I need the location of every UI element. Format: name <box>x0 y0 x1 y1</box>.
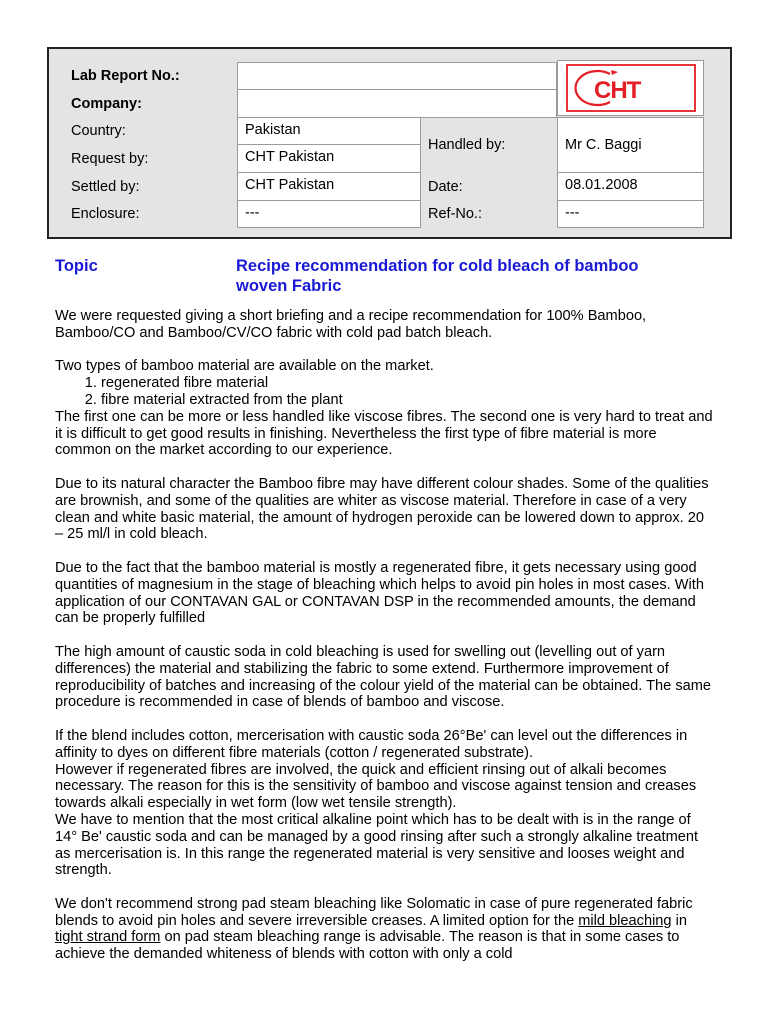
request-by-label: Request by: <box>71 151 149 167</box>
topic-title-line2: woven Fabric <box>236 277 342 295</box>
settled-by-label: Settled by: <box>71 179 140 195</box>
lab-report-label: Lab Report No.: <box>71 68 180 84</box>
date-field[interactable]: 08.01.2008 <box>557 172 704 201</box>
topic-title <box>236 256 638 296</box>
country-field[interactable]: Pakistan <box>237 117 421 145</box>
topic-title-line1: Recipe recommendation for cold bleach of bamboo <box>236 257 639 275</box>
company-label: Company: <box>71 96 142 112</box>
paragraph-types-detail: The first one can be more or less handled like viscose fibres. The second one is very hard to treat and it is difficult to get good results in finishing. Nevertheless the first type of fibre material is more common on the market according to our experience. <box>55 408 713 459</box>
handled-by-field[interactable]: Mr C. Baggi <box>557 117 704 173</box>
pad-steam-text-a: We don't recommend strong pad steam bleaching like Solomatic in case of pure regenerated fabric blends to avoid pin holes and severe irreversible creases. A limited option for the <box>55 895 693 929</box>
list-item: 2. fibre material extracted from the plant <box>101 392 715 409</box>
paragraph-mercerisation: If the blend includes cotton, mercerisation with caustic soda 26°Be' can level out the differences in affinity to dyes on different fibre materials (cotton / regenerated substrate). <box>55 727 688 761</box>
paragraph-intro: We were requested giving a short briefing and a recipe recommendation for 100% Bamboo, Bamboo/CO and Bamboo/CV/CO fabric with cold pad batch bleach. <box>55 308 647 341</box>
pad-steam-text-c: on pad steam bleaching range is advisable. The reason is that in some cases to achieve the demanded whiteness of blends with cotton with only a cold <box>55 929 680 963</box>
mild-bleaching-underline: mild bleaching <box>578 912 672 929</box>
report-body <box>55 308 715 980</box>
cht-logo <box>557 60 704 116</box>
enclosure-label: Enclosure: <box>71 206 140 222</box>
paragraph-types-intro: Two types of bamboo material are available on the market. <box>55 358 434 375</box>
paragraph-rinsing: However if regenerated fibres are involved, the quick and efficient rinsing out of alkali becomes necessary. The reason for this is the sensitivity of bamboo and viscose against tension and creases towards alkali especially in wet form (low wet tensile strength). <box>55 761 697 812</box>
ref-no-label: Ref-No.: <box>428 206 482 222</box>
request-by-field[interactable]: CHT Pakistan <box>237 144 421 173</box>
ref-no-field[interactable]: --- <box>557 200 704 228</box>
company-field[interactable] <box>237 89 557 118</box>
topic-label: Topic <box>55 257 98 275</box>
paragraph-alkaline-point: We have to mention that the most critical alkaline point which has to be dealt with is in the range of 14° Be' caustic soda and can be managed by a good rinsing after such a strongly alkaline treatment as mercerisation is. In this range the regenerated material is very sensitive and looses weight and strength. <box>55 811 699 879</box>
paragraph-magnesium: Due to the fact that the bamboo material is mostly a regenerated fibre, it gets necessary using good quantities of magnesium in the stage of bleaching which helps to avoid pin holes in most cases. With application of our CONTAVAN GAL or CONTAVAN DSP in the recommended amounts, the demand can be properly fulfilled <box>55 559 704 627</box>
lab-report-field[interactable] <box>237 62 557 90</box>
list-item: 1. regenerated fibre material <box>101 375 715 392</box>
cht-logo-text: CHT <box>594 77 641 104</box>
material-types-list <box>55 375 715 409</box>
cht-logo-mark <box>558 61 703 115</box>
pad-steam-text-b: in <box>671 912 687 929</box>
paragraph-colour-shades: Due to its natural character the Bamboo fibre may have different colour shades. Some of the qualities are brownish, and some of the qualities are whiter as viscose material. Therefore in case of a very clean and white basic material, the amount of hydrogen peroxide can be lowered down to approx. 20 – 25 ml/l in cold bleach. <box>55 475 709 543</box>
paragraph-caustic-soda: The high amount of caustic soda in cold bleaching is used for swelling out (levelling out of yarn differences) the material and stabilizing the fabric to some extend. Furthermore improvement of reproducibility of batches and increasing of the colour yield of the material can be obtained. The same procedure is recommended in case of blends of bamboo and viscose. <box>55 643 712 711</box>
handled-by-label: Handled by: <box>428 137 506 153</box>
country-label: Country: <box>71 123 126 139</box>
date-label: Date: <box>428 179 463 195</box>
tight-strand-underline: tight strand form <box>55 929 161 946</box>
settled-by-field[interactable]: CHT Pakistan <box>237 172 421 201</box>
enclosure-field[interactable]: --- <box>237 200 421 228</box>
paragraph-pad-steam <box>55 896 715 963</box>
